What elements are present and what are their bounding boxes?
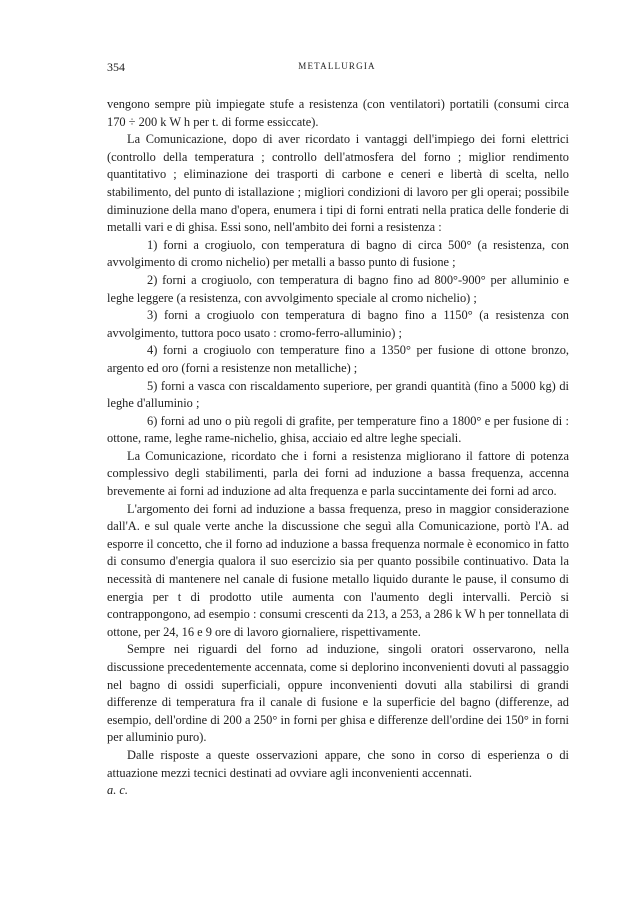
paragraph: L'argomento dei forni ad induzione a bassa frequenza, preso in maggior considerazione dall'A. e sul quale verte anche la discussione che seguì alla Comunicazione, portò l'A. ad esporre il concetto, che il forno ad induzione a bassa frequenza normale è economico in fatto di consumo d'energia qualora il suo esercizio sia per quanto possibile continuativo. Data la necessità di mantenere nel canale di fusione metallo liquido durante le pause, il consumo di energia per t di prodotto utile aumenta con l'aumento degli intervalli. Perciò si contrappongono, ad esempio : consumi crescenti da 213, a 253, a 286 k W h per tonnellata di ottone, per 24, 16 e 9 ore di lavoro giornaliere, rispettivamente.	[107, 501, 569, 639]
list-item: 5) forni a vasca con riscaldamento superiore, per grandi quantità (fino a 5000 kg) di leghe d'alluminio ;	[107, 378, 569, 411]
list-item: 3) forni a crogiuolo con temperatura di bagno fino a 1150° (a resistenza con avvolgimento, tuttora poco usato : cromo-ferro-alluminio) ;	[107, 308, 569, 340]
paragraph: La Comunicazione, dopo di aver ricordato i vantaggi dell'impiego dei forni elettrici (controllo della temperatura ; controllo dell'atmosfera del forno ; miglior rendimento quantitativo ; eliminazione dei trasporti di carbone e ceneri e libertà di scelta, nello stabilimento, del punto di istallazione ; migliori condizioni di lavoro per gli operai; possibile diminuzione della mano d'opera, enumera i tipi di forni entrati nella pratica delle fonderie di metalli vari e di ghisa. Essi sono, nell'ambito dei forni a resistenza :	[107, 132, 569, 235]
list-item: 1) forni a crogiuolo, con temperatura di bagno di circa 500° (a resistenza, con avvolgimento di cromo nichelio) per metalli a basso punto di fusione ;	[107, 237, 569, 270]
page-number: 354	[107, 60, 125, 74]
page-header	[107, 60, 567, 76]
list-item: 4) forni a crogiuolo con temperature fino a 1350° per fusione di ottone bronzo, argento ed oro (forni a resistenze non metalliche) ;	[107, 343, 569, 375]
list-item: 2) forni a crogiuolo, con temperatura di bagno fino ad 800°-900° per alluminio e leghe leggere (a resistenza, con avvolgimento speciale al cromo nichelio) ;	[107, 272, 569, 305]
paragraph: Dalle risposte a queste osservazioni appare, che sono in corso di esperienza o di attuazione mezzi tecnici destinati ad ovviare agli inconvenienti accennati.	[107, 747, 569, 780]
paragraph: vengono sempre più impiegate stufe a resistenza (con ventilatori) portatili (consumi circa 170 ÷ 200 k W h per t. di forme essiccate).	[107, 97, 569, 129]
article-body	[107, 96, 569, 800]
paragraph: La Comunicazione, ricordato che i forni a resistenza migliorano il fattore di potenza complessivo degli stabilimenti, parla dei forni ad induzione a bassa frequenza, accenna brevemente ai forni ad induzione ad alta frequenza e parla succintamente dei forni ad arco.	[107, 448, 569, 499]
paragraph: Sempre nei riguardi del forno ad induzione, singoli oratori osservarono, nella discussione precedentemente accennata, come si deplorino inconvenienti dovuti al passaggio nel bagno di ossidi superficiali, oppure inconvenienti dovuti alla stabilirsi di grandi differenze di temperatura fra il canale di fusione e la superficie del bagno (differenze, ad esempio, dell'ordine di 200 a 250° in forni per ghisa e differenze dell'ordine dei 150° in forni per alluminio puro).	[107, 642, 569, 745]
running-title: METALLURGIA	[298, 61, 376, 71]
list-item: 6) forni ad uno o più regoli di grafite, per temperature fino a 1800° e per fusione di : ottone, rame, leghe rame-nichelio, ghisa, acciaio ed altre leghe speciali.	[107, 413, 569, 446]
author-signature: a. c.	[107, 783, 128, 798]
